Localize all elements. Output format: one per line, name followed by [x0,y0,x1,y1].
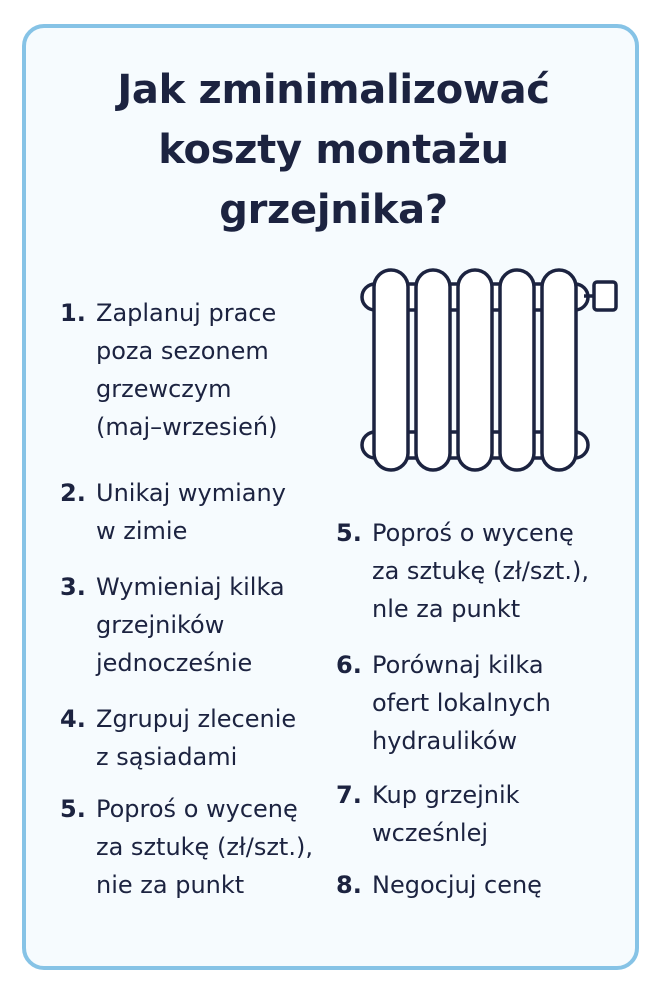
tip-number: 5. [336,519,362,547]
tip-text [372,514,589,628]
tip-line: poza sezonem [96,337,269,365]
page-title [0,60,667,240]
tip-line: Kup grzejnik [372,781,520,809]
tip-line: Negocjuj cenę [372,871,542,899]
tip-line: (maj–wrzesień) [96,413,278,441]
tip-number: 2. [60,479,86,507]
tip-number: 6. [336,651,362,679]
tip-text [96,474,286,550]
tip-line: nle za punkt [372,595,521,623]
tip-line: nie za punkt [96,871,245,899]
tip-line: za sztukę (zł/szt.), [96,833,313,861]
title-line-3: grzejnika? [219,187,448,233]
tip-line: Zgrupuj zlecenie [96,705,297,733]
tip-line: Wymieniaj kilka [96,573,285,601]
tip-text [372,776,520,852]
tip-text [96,700,296,776]
tip-line: Porównaj kilka [372,651,544,679]
tip-line: Unikaj wymiany [96,479,286,507]
tip-line: z sąsiadami [96,743,238,771]
tip-line: grzejników [96,611,225,639]
tip-text [96,294,278,446]
title-line-1: Jak zminimalizować [117,67,550,113]
tip-number: 1. [60,299,86,327]
tip-text [372,866,542,904]
tip-line: hydraulików [372,727,518,755]
tip-line: grzewczym [96,375,232,403]
tip-line: za sztukę (zł/szt.), [372,557,589,585]
tip-line: Zaplanuj prace [96,299,277,327]
tip-text [372,646,551,760]
tip-number: 3. [60,573,86,601]
tip-number: 4. [60,705,86,733]
tip-line: Poproś o wycenę [372,519,574,547]
tip-text [96,568,285,682]
tip-line: wcześnlej [372,819,489,847]
tip-number: 8. [336,871,362,899]
tip-line: w zimie [96,517,188,545]
title-line-2: koszty montażu [158,127,509,173]
tip-text [96,790,313,904]
radiator-icon [352,262,622,482]
tip-line: ofert lokalnych [372,689,551,717]
tip-line: Poproś o wycenę [96,795,298,823]
tip-number: 5. [60,795,86,823]
tip-number: 7. [336,781,362,809]
tip-line: jednocześnie [96,649,253,677]
